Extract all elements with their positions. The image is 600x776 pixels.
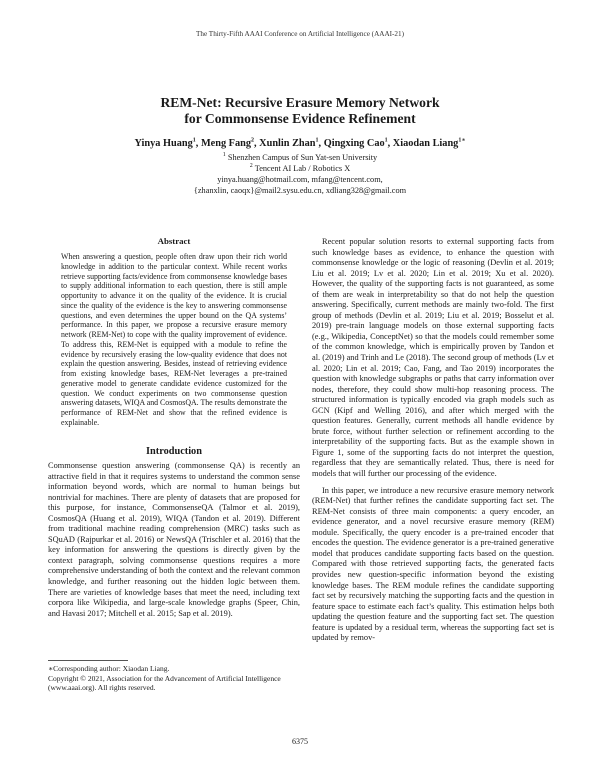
paper-title xyxy=(60,95,540,127)
abstract-heading: Abstract xyxy=(157,236,191,246)
introduction-paragraph: Commonsense question answering (commonsense QA) is recently an attractive field in that it requires systems to understand the common sense information beyond words, which are normal to human beings but nontrivial for machines. There are plenty of datasets that are proposed for this purpose, for instance, CommonsenseQA (Talmor et al. 2019), CosmosQA (Huang et al. 2019), WIQA (Tandon et al. 2019). Different from traditional machine reading comprehension (MRC) tasks such as SQuAD (Rajpurkar et al. 2016) or NewsQA (Trischler et al. 2016) that the key information for answering the questions is directly given by the context paragraph, solving commonsense questions requires a more comprehensive understanding of both the context and the relevant common knowledge, and further reasoning out the hidden logic between them. There are varieties of knowledge bases that meet the need, including text corpora like Wikipedia, and large-scale knowledge graphs (Speer, Chin, and Havasi 2017; Mitchell et al. 2015; Sap et al. 2019). xyxy=(48,461,300,618)
corresponding-author-footnote: ∗Corresponding author: Xiaodan Liang. xyxy=(48,664,170,673)
author-list: Yinya Huang$^1$, Meng Fang$^2$, Xunlin Zhan$^1$, Qingxing Cao$^1$, Xiaodan Liang$^{1∗}$ xyxy=(134,137,466,149)
email-line-1: yinya.huang@hotmail.com, mfang@tencent.com, xyxy=(217,175,383,184)
affiliation-1: $^1$ Shenzhen Campus of Sun Yat-sen University xyxy=(222,152,378,162)
conference-header: The Thirty-Fifth AAAI Conference on Artificial Intelligence (AAAI-21) xyxy=(195,30,405,38)
copyright-notice: Copyright © 2021, Association for the Advancement of Artificial Intelligence (www.aaai.org). All rights reserved. xyxy=(48,674,281,693)
abstract-text: When answering a question, people often draw upon their rich world knowledge in addition to the particular context. While recent works retrieve supporting facts/evidence from commonsense knowledge bases to supply additional information to each question, there is still ample opportunity to advance it on the quality of the evidence. It is crucial since the quality of the evidence is the key to answering commonsense questions, and even determines the upper bound on the QA systems’ performance. In this paper, we propose a recursive erasure memory network (REM-Net) to cope with the quality improvement of evidence. To address this, REM-Net is equipped with a module to refine the evidence by recursively erasing the low-quality evidence that does not explain the question answering. Besides, instead of retrieving evidence from existing knowledge bases, REM-Net leverages a pre-trained generative model to generate candidate evidence customized for the question. We conduct experiments on two commonsense question answering datasets, WIQA and CosmosQA. The results demonstrate the performance of REM-Net and show that the refined evidence is explainable. xyxy=(61,252,287,427)
right-paragraph-1: Recent popular solution resorts to external supporting facts from such knowledge bases as evidence, to enhance the question with commonsense knowledge or the logic of reasoning (Devlin et al. 2019; Liu et al. 2019; Lv et al. 2020; Lin et al. 2019; Xu et al. 2020). However, the quality of the supporting facts is not guaranteed, as some of them are weak in interpretability so that do not help the question answering. Specifically, current methods are mainly two-fold. The first group of methods (Devlin et al. 2019; Liu et al. 2019; Bosselut et al. 2019) pre-train language models on those external supporting facts (e.g., Wikipedia, ConceptNet) so that the models could remember some of the common knowledge, which is empirically proven by Tandon et al. (2019) and Trinh and Le (2018). The second group of methods (Lv et al. 2020; Lin et al. 2019; Cao, Fang, and Tao 2019) incorporates the question with knowledge subgraphs or paths that carry information over nodes, therefore, they could show multi-hop reasoning process. The structured information is typically encoded via graph models such as GCN (Kipf and Welling 2016), and after which merged with the question features. Generally, current methods all handle evidence by brute force, without further selection or refinement according to the interpretability of the supporting facts. But as the example shown in Figure 1, some of the supporting facts do not interpret the question, regardless that they are semantically related. Thus, there is need for models that will further our processing of the evidence. xyxy=(312,237,554,479)
author: Yinya Huang$^1$ xyxy=(134,137,196,149)
email-line-2: {zhanxlin, caoqx}@mail2.sysu.edu.cn, xdliang328@gmail.com xyxy=(193,186,407,195)
title-line-1: REM-Net: Recursive Erasure Memory Network xyxy=(160,95,440,110)
right-paragraph-2: In this paper, we introduce a new recursive erasure memory network (REM-Net) that further refines the candidate supporting fact set. The REM-Net consists of three main components: a query encoder, an evidence generator, and a novel recursive erasure memory (REM) module. Specifically, the query encoder is a pre-trained encoder that encodes the question. The evidence generator is a pre-trained generative model that produces candidate supporting facts based on the question. Compared with those retrieved supporting facts, the generated facts provides new question-specific information beyond the existing knowledge bases. The REM module refines the candidate supporting fact set by recursively matching the supporting facts and the question in feature space to estimate each fact’s quality. This estimation helps both updating the question feature and the supporting fact set. The question feature is updated by a residual term, whereas the supporting fact set is updated by remov- xyxy=(312,485,554,643)
right-column xyxy=(312,237,554,644)
affiliation-2: $^2$ Tencent AI Lab / Robotics X xyxy=(249,163,351,173)
author: Qingxing Cao$^1$ xyxy=(323,137,388,149)
author: Xiaodan Liang$^{1∗}$ xyxy=(392,137,466,149)
author: Xunlin Zhan$^1$ xyxy=(259,137,319,149)
author: Meng Fang$^2$ xyxy=(200,137,254,149)
introduction-heading: Introduction xyxy=(146,446,202,457)
footnote-rule xyxy=(48,660,128,661)
title-line-2: for Commonsense Evidence Refinement xyxy=(184,111,416,126)
page-number: 6375 xyxy=(292,737,308,746)
